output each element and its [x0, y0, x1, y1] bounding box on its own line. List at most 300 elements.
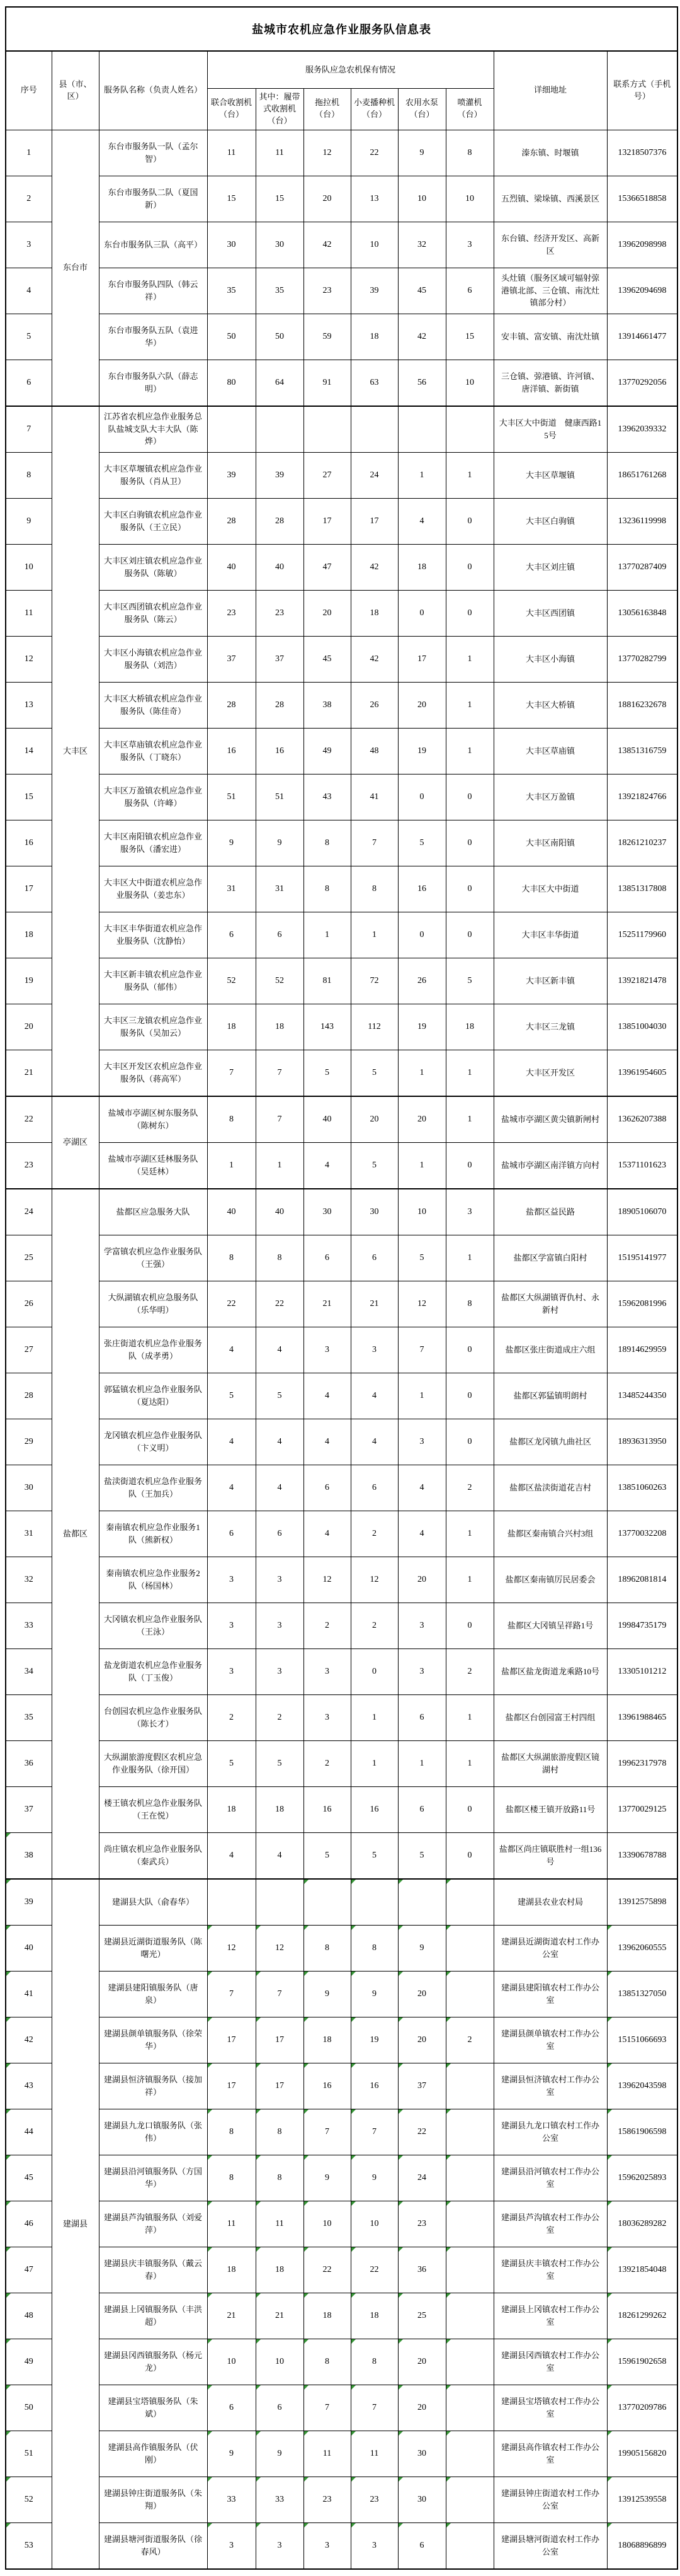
cell-phone: 15962025893 — [607, 2155, 677, 2201]
cell-seq: 31 — [6, 1511, 52, 1557]
cell-seq: 49 — [6, 2339, 52, 2385]
cell-team: 建湖县塘河街道服务队（徐春风） — [99, 2522, 207, 2569]
cell-seeder: 10 — [351, 2201, 398, 2247]
cell-seeder: 12 — [351, 1557, 398, 1603]
header-address: 详细地址 — [494, 51, 607, 130]
cell-address: 安丰镇、富安镇、南沈灶镇 — [494, 314, 607, 360]
cell-address: 大丰区白驹镇 — [494, 498, 607, 544]
cell-crawler: 6 — [256, 912, 303, 958]
cell-sprinkler: 8 — [446, 1281, 494, 1327]
cell-seq: 17 — [6, 866, 52, 912]
cell-team: 盐城市亭湖区廷林服务队（吴廷林） — [99, 1142, 207, 1189]
cell-seq: 32 — [6, 1557, 52, 1603]
cell-seeder: 4 — [351, 1373, 398, 1419]
cell-team: 台创园农机应急作业服务队（陈长才） — [99, 1694, 207, 1740]
cell-seeder: 2 — [351, 1511, 398, 1557]
cell-team: 大丰区大中街道农机应急作业服务队（姜忠东） — [99, 866, 207, 912]
cell-pump: 5 — [398, 820, 446, 866]
cell-combine: 80 — [207, 360, 256, 406]
cell-combine: 2 — [207, 1694, 256, 1740]
cell-address: 建湖县高作镇农村工作办公室 — [494, 2431, 607, 2477]
cell-address: 大丰区西团镇 — [494, 590, 607, 636]
cell-seq: 52 — [6, 2477, 52, 2522]
cell-sprinkler: 0 — [446, 912, 494, 958]
cell-tractor: 3 — [303, 1648, 351, 1694]
cell-sprinkler: 2 — [446, 1648, 494, 1694]
cell-county: 东台市 — [52, 130, 99, 406]
cell-phone: 13961954605 — [607, 1050, 677, 1096]
cell-pump: 20 — [398, 682, 446, 728]
cell-address: 盐都区楼王镇开放路11号 — [494, 1786, 607, 1832]
cell-tractor: 2 — [303, 1740, 351, 1786]
cell-crawler: 8 — [256, 2109, 303, 2155]
cell-combine: 1 — [207, 1142, 256, 1189]
cell-sprinkler: 1 — [446, 1050, 494, 1096]
cell-pump: 9 — [398, 130, 446, 176]
cell-team: 盐城市亭湖区树东服务队（陈树东） — [99, 1096, 207, 1143]
cell-crawler: 15 — [256, 176, 303, 222]
cell-tractor: 4 — [303, 1419, 351, 1465]
cell-phone: 13962043598 — [607, 2063, 677, 2109]
cell-address: 建湖县农业农村局 — [494, 1879, 607, 1926]
cell-address: 盐都区益民路 — [494, 1189, 607, 1235]
table-row — [6, 1925, 677, 1971]
cell-crawler: 17 — [256, 2017, 303, 2063]
cell-address: 盐都区秦南镇厉民居委会 — [494, 1557, 607, 1603]
cell-team: 大丰区白驹镇农机应急作业服务队（王立民） — [99, 498, 207, 544]
title-row — [6, 7, 677, 51]
cell-crawler: 51 — [256, 774, 303, 820]
cell-crawler: 33 — [256, 2477, 303, 2522]
cell-combine: 18 — [207, 2247, 256, 2293]
cell-sprinkler: 0 — [446, 866, 494, 912]
cell-team: 大丰区草庙镇农机应急作业服务队（丁晓东） — [99, 728, 207, 774]
cell-tractor: 1 — [303, 912, 351, 958]
cell-team: 大冈镇农机应急作业服务队（王泳） — [99, 1603, 207, 1648]
cell-address: 建湖县恒济镇农村工作办公室 — [494, 2063, 607, 2109]
cell-seeder: 6 — [351, 1235, 398, 1281]
cell-combine: 37 — [207, 636, 256, 682]
cell-crawler: 3 — [256, 1603, 303, 1648]
header-row-1 — [6, 51, 677, 89]
cell-seeder: 18 — [351, 314, 398, 360]
cell-combine: 52 — [207, 958, 256, 1004]
cell-seq: 18 — [6, 912, 52, 958]
cell-tractor: 8 — [303, 866, 351, 912]
cell-tractor: 7 — [303, 2109, 351, 2155]
cell-combine: 6 — [207, 912, 256, 958]
cell-seeder: 10 — [351, 222, 398, 268]
cell-tractor: 20 — [303, 590, 351, 636]
cell-address: 大丰区三龙镇 — [494, 1004, 607, 1050]
cell-seq: 28 — [6, 1373, 52, 1419]
cell-tractor: 11 — [303, 2431, 351, 2477]
cell-crawler: 3 — [256, 1557, 303, 1603]
cell-pump: 17 — [398, 636, 446, 682]
cell-phone: 13962094698 — [607, 268, 677, 314]
table-row — [6, 2385, 677, 2431]
cell-seq: 9 — [6, 498, 52, 544]
cell-address: 东台镇、经济开发区、高新区 — [494, 222, 607, 268]
cell-seeder: 3 — [351, 1327, 398, 1373]
header-machines-group: 服务队应急农机保有情况 — [207, 51, 494, 89]
cell-pump: 1 — [398, 1050, 446, 1096]
cell-seeder: 5 — [351, 1050, 398, 1096]
cell-combine: 28 — [207, 498, 256, 544]
cell-tractor: 5 — [303, 1050, 351, 1096]
cell-seq: 44 — [6, 2109, 52, 2155]
header-contact: 联系方式（手机号） — [607, 51, 677, 130]
cell-address: 盐都区大纵湖旅游度假区镜湖村 — [494, 1740, 607, 1786]
cell-tractor: 30 — [303, 1189, 351, 1235]
cell-seeder — [351, 406, 398, 453]
cell-tractor: 43 — [303, 774, 351, 820]
cell-seq: 33 — [6, 1603, 52, 1648]
cell-sprinkler — [446, 2477, 494, 2522]
cell-tractor: 81 — [303, 958, 351, 1004]
cell-phone: 18816232678 — [607, 682, 677, 728]
cell-phone: 15195141977 — [607, 1235, 677, 1281]
cell-phone: 19905156820 — [607, 2431, 677, 2477]
table-row — [6, 544, 677, 590]
cell-combine: 40 — [207, 1189, 256, 1235]
cell-sprinkler: 1 — [446, 1096, 494, 1143]
cell-combine: 8 — [207, 1235, 256, 1281]
cell-combine: 18 — [207, 1004, 256, 1050]
cell-crawler: 39 — [256, 452, 303, 498]
cell-address: 建湖县塘河街道农村工作办公室 — [494, 2522, 607, 2569]
cell-sprinkler: 0 — [446, 1603, 494, 1648]
cell-address: 盐都区大纵湖镇胥仇村、永新村 — [494, 1281, 607, 1327]
cell-crawler: 22 — [256, 1281, 303, 1327]
cell-seeder: 11 — [351, 2431, 398, 2477]
table-row — [6, 682, 677, 728]
table-row — [6, 314, 677, 360]
cell-tractor: 9 — [303, 1971, 351, 2017]
cell-sprinkler: 1 — [446, 728, 494, 774]
cell-sprinkler: 0 — [446, 544, 494, 590]
table-row — [6, 1373, 677, 1419]
cell-tractor: 4 — [303, 1511, 351, 1557]
cell-address: 盐都区尚庄镇联胜村一组136号 — [494, 1832, 607, 1879]
cell-phone: 15251179960 — [607, 912, 677, 958]
cell-crawler: 40 — [256, 544, 303, 590]
cell-tractor: 42 — [303, 222, 351, 268]
cell-seeder: 13 — [351, 176, 398, 222]
cell-seq: 2 — [6, 176, 52, 222]
cell-phone: 15366518858 — [607, 176, 677, 222]
cell-team: 大丰区草堰镇农机应急作业服务队（肖从卫） — [99, 452, 207, 498]
cell-combine: 28 — [207, 682, 256, 728]
cell-sprinkler: 0 — [446, 1373, 494, 1419]
cell-tractor: 17 — [303, 498, 351, 544]
cell-seeder: 39 — [351, 268, 398, 314]
cell-pump: 10 — [398, 1189, 446, 1235]
cell-seeder: 5 — [351, 1142, 398, 1189]
table-row — [6, 360, 677, 406]
cell-county: 建湖县 — [52, 1879, 99, 2569]
cell-crawler: 11 — [256, 2201, 303, 2247]
cell-address: 大丰区草堰镇 — [494, 452, 607, 498]
cell-team: 建湖县上冈镇服务队（丰洪超） — [99, 2293, 207, 2339]
cell-phone: 13961988465 — [607, 1694, 677, 1740]
cell-team: 建湖县颜单镇服务队（徐荣华） — [99, 2017, 207, 2063]
table-row — [6, 866, 677, 912]
cell-crawler: 12 — [256, 1925, 303, 1971]
cell-phone: 13218507376 — [607, 130, 677, 176]
cell-seeder: 16 — [351, 1786, 398, 1832]
cell-combine: 6 — [207, 1511, 256, 1557]
cell-combine: 51 — [207, 774, 256, 820]
cell-address: 建湖县建阳镇农村工作办公室 — [494, 1971, 607, 2017]
cell-address: 建湖县钟庄街道农村工作办公室 — [494, 2477, 607, 2522]
table-row — [6, 498, 677, 544]
cell-tractor: 2 — [303, 1603, 351, 1648]
cell-seq: 11 — [6, 590, 52, 636]
cell-pump — [398, 1879, 446, 1926]
cell-address: 建湖县上冈镇农村工作办公室 — [494, 2293, 607, 2339]
cell-seeder: 18 — [351, 590, 398, 636]
cell-sprinkler: 3 — [446, 1189, 494, 1235]
cell-tractor: 4 — [303, 1142, 351, 1189]
cell-phone: 13962098998 — [607, 222, 677, 268]
cell-team: 建湖县近湖街道服务队（陈曙光） — [99, 1925, 207, 1971]
cell-address: 大丰区大桥镇 — [494, 682, 607, 728]
cell-seeder: 9 — [351, 2155, 398, 2201]
cell-team: 大丰区丰华街道农机应急作业服务队（沈静怡） — [99, 912, 207, 958]
cell-team: 大丰区小海镇农机应急作业服务队（刘浩） — [99, 636, 207, 682]
cell-phone: 13851004030 — [607, 1004, 677, 1050]
cell-seq: 3 — [6, 222, 52, 268]
cell-tractor: 8 — [303, 820, 351, 866]
cell-seq: 37 — [6, 1786, 52, 1832]
cell-sprinkler: 0 — [446, 590, 494, 636]
cell-tractor: 12 — [303, 130, 351, 176]
table-row — [6, 2339, 677, 2385]
cell-seq: 22 — [6, 1096, 52, 1143]
cell-pump: 12 — [398, 1281, 446, 1327]
cell-seq: 23 — [6, 1142, 52, 1189]
cell-pump: 22 — [398, 2109, 446, 2155]
cell-sprinkler: 0 — [446, 1327, 494, 1373]
cell-team: 盐龙街道农机应急作业服务队（丁玉俊） — [99, 1648, 207, 1694]
cell-sprinkler: 2 — [446, 2017, 494, 2063]
cell-sprinkler — [446, 2431, 494, 2477]
cell-combine: 11 — [207, 130, 256, 176]
table-row — [6, 1465, 677, 1511]
cell-address: 大丰区大中街道 健康西路15号 — [494, 406, 607, 453]
table-row — [6, 912, 677, 958]
cell-team: 东台市服务队一队（孟尔智） — [99, 130, 207, 176]
cell-phone: 13236119998 — [607, 498, 677, 544]
cell-seq: 16 — [6, 820, 52, 866]
cell-seq: 45 — [6, 2155, 52, 2201]
cell-seeder: 3 — [351, 2522, 398, 2569]
cell-combine: 3 — [207, 1557, 256, 1603]
cell-tractor: 47 — [303, 544, 351, 590]
cell-phone: 13770282799 — [607, 636, 677, 682]
cell-seeder: 1 — [351, 912, 398, 958]
table-row — [6, 2293, 677, 2339]
cell-team: 大丰区开发区农机应急作业服务队（蒋高军） — [99, 1050, 207, 1096]
cell-combine: 33 — [207, 2477, 256, 2522]
cell-team: 建湖县冈西镇服务队（杨元龙） — [99, 2339, 207, 2385]
table-row — [6, 1235, 677, 1281]
cell-county: 亭湖区 — [52, 1096, 99, 1189]
cell-pump: 1 — [398, 1373, 446, 1419]
cell-crawler: 28 — [256, 498, 303, 544]
table-row — [6, 2431, 677, 2477]
cell-seq: 12 — [6, 636, 52, 682]
cell-tractor — [303, 406, 351, 453]
cell-pump — [398, 406, 446, 453]
cell-phone: 13962060555 — [607, 1925, 677, 1971]
cell-seeder: 5 — [351, 1832, 398, 1879]
cell-phone: 13912539558 — [607, 2477, 677, 2522]
cell-team: 龙冈镇农机应急作业服务队（卞义明） — [99, 1419, 207, 1465]
cell-sprinkler: 1 — [446, 1511, 494, 1557]
cell-phone: 13921854048 — [607, 2247, 677, 2293]
cell-phone: 13912575898 — [607, 1879, 677, 1926]
cell-pump: 4 — [398, 1465, 446, 1511]
cell-combine: 7 — [207, 1050, 256, 1096]
cell-crawler: 6 — [256, 1511, 303, 1557]
table-row — [6, 1189, 677, 1235]
cell-pump: 32 — [398, 222, 446, 268]
table-row — [6, 406, 677, 453]
table-row — [6, 636, 677, 682]
cell-tractor: 12 — [303, 1557, 351, 1603]
cell-seq: 35 — [6, 1694, 52, 1740]
cell-seq: 40 — [6, 1925, 52, 1971]
cell-address: 大丰区丰华街道 — [494, 912, 607, 958]
table-row — [6, 222, 677, 268]
cell-sprinkler: 6 — [446, 268, 494, 314]
cell-seq: 48 — [6, 2293, 52, 2339]
table-row — [6, 1327, 677, 1373]
cell-sprinkler: 0 — [446, 1786, 494, 1832]
cell-combine: 3 — [207, 2522, 256, 2569]
cell-team: 大丰区大桥镇农机应急作业服务队（陈佳奇） — [99, 682, 207, 728]
cell-address: 溱东镇、时堰镇 — [494, 130, 607, 176]
cell-tractor: 23 — [303, 268, 351, 314]
cell-sprinkler — [446, 2201, 494, 2247]
cell-phone: 15861906598 — [607, 2109, 677, 2155]
cell-pump: 42 — [398, 314, 446, 360]
cell-phone: 13914661477 — [607, 314, 677, 360]
cell-seq: 26 — [6, 1281, 52, 1327]
cell-pump: 3 — [398, 1603, 446, 1648]
cell-pump: 20 — [398, 1557, 446, 1603]
cell-combine: 6 — [207, 2385, 256, 2431]
cell-tractor: 38 — [303, 682, 351, 728]
cell-seeder: 72 — [351, 958, 398, 1004]
cell-seq: 21 — [6, 1050, 52, 1096]
cell-seeder: 21 — [351, 1281, 398, 1327]
cell-crawler: 8 — [256, 2155, 303, 2201]
cell-sprinkler: 0 — [446, 1142, 494, 1189]
cell-combine: 50 — [207, 314, 256, 360]
cell-sprinkler: 1 — [446, 1740, 494, 1786]
cell-combine: 5 — [207, 1740, 256, 1786]
table-row — [6, 1971, 677, 2017]
cell-seeder: 22 — [351, 130, 398, 176]
cell-crawler: 40 — [256, 1189, 303, 1235]
cell-seeder: 1 — [351, 1740, 398, 1786]
cell-team: 大丰区万盈镇农机应急作业服务队（许峰） — [99, 774, 207, 820]
cell-phone: 13485244350 — [607, 1373, 677, 1419]
cell-seq: 42 — [6, 2017, 52, 2063]
cell-seeder: 17 — [351, 498, 398, 544]
cell-team: 建湖县高作镇服务队（伏刚） — [99, 2431, 207, 2477]
header-county: 县（市、区） — [52, 51, 99, 130]
cell-crawler: 17 — [256, 2063, 303, 2109]
cell-pump: 19 — [398, 1004, 446, 1050]
cell-phone: 19962317978 — [607, 1740, 677, 1786]
cell-tractor: 7 — [303, 2385, 351, 2431]
cell-tractor: 9 — [303, 2155, 351, 2201]
cell-sprinkler — [446, 2109, 494, 2155]
cell-address: 大丰区小海镇 — [494, 636, 607, 682]
cell-seeder: 7 — [351, 2109, 398, 2155]
cell-seq: 47 — [6, 2247, 52, 2293]
table-row — [6, 2522, 677, 2569]
cell-sprinkler — [446, 406, 494, 453]
cell-address: 大丰区草庙镇 — [494, 728, 607, 774]
cell-pump: 6 — [398, 2522, 446, 2569]
cell-pump: 19 — [398, 728, 446, 774]
cell-crawler: 11 — [256, 130, 303, 176]
cell-team: 大丰区西团镇农机应急作业服务队（陈云） — [99, 590, 207, 636]
cell-team: 建湖县九龙口镇服务队（张伟） — [99, 2109, 207, 2155]
cell-pump: 20 — [398, 1096, 446, 1143]
cell-pump: 1 — [398, 1142, 446, 1189]
cell-seeder: 9 — [351, 1971, 398, 2017]
cell-phone: 13056163848 — [607, 590, 677, 636]
service-teams-table — [5, 6, 678, 2570]
cell-combine: 16 — [207, 728, 256, 774]
cell-seeder: 48 — [351, 728, 398, 774]
cell-combine: 5 — [207, 1373, 256, 1419]
cell-crawler: 21 — [256, 2293, 303, 2339]
cell-crawler: 6 — [256, 2385, 303, 2431]
cell-pump: 37 — [398, 2063, 446, 2109]
cell-pump: 0 — [398, 774, 446, 820]
cell-crawler: 18 — [256, 1004, 303, 1050]
cell-pump: 1 — [398, 452, 446, 498]
cell-address: 盐都区盐龙街道龙乘路10号 — [494, 1648, 607, 1694]
cell-seq: 30 — [6, 1465, 52, 1511]
cell-crawler: 9 — [256, 2431, 303, 2477]
cell-combine: 4 — [207, 1419, 256, 1465]
header-combine-harvester: 联合收割机（台） — [207, 89, 256, 130]
cell-team: 张庄街道农机应急作业服务队（成孝勇） — [99, 1327, 207, 1373]
table-row — [6, 2017, 677, 2063]
cell-tractor: 8 — [303, 1925, 351, 1971]
cell-team: 大纵湖镇农机应急服务队（乐华明） — [99, 1281, 207, 1327]
cell-combine: 8 — [207, 2155, 256, 2201]
cell-address: 盐都区盐渎街道花吉村 — [494, 1465, 607, 1511]
cell-seq: 1 — [6, 130, 52, 176]
cell-sprinkler: 8 — [446, 130, 494, 176]
cell-seeder: 1 — [351, 1694, 398, 1740]
cell-combine: 22 — [207, 1281, 256, 1327]
cell-tractor: 59 — [303, 314, 351, 360]
cell-pump: 24 — [398, 2155, 446, 2201]
cell-address: 盐都区秦南镇合兴村3组 — [494, 1511, 607, 1557]
table-row — [6, 1879, 677, 1926]
cell-phone: 13851316759 — [607, 728, 677, 774]
